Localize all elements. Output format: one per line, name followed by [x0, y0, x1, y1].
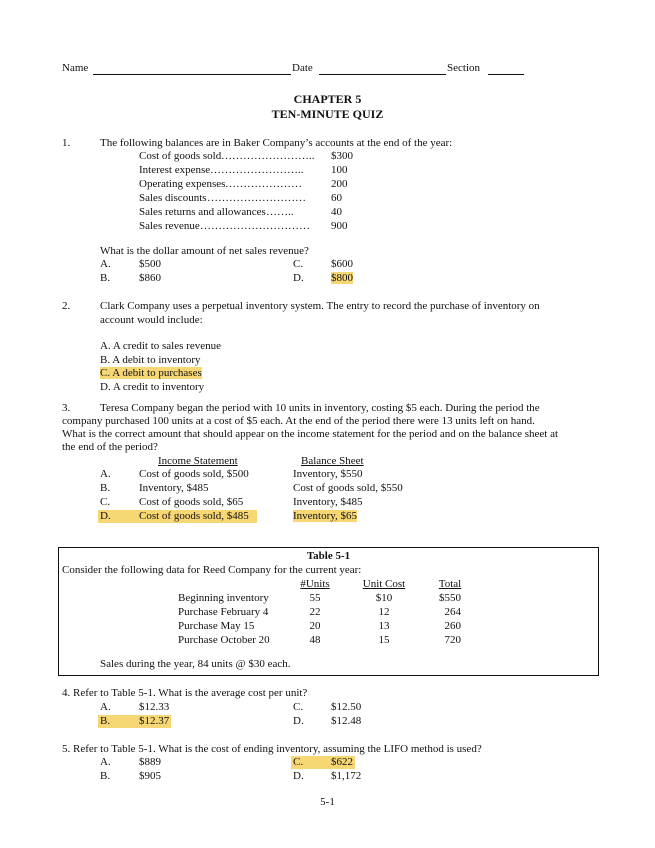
- q1-choice-a-letter: A.: [100, 258, 111, 270]
- q5-text: 5. Refer to Table 5-1. What is the cost of ending inventory, assuming the LIFO method is used?: [62, 743, 482, 755]
- table-row-unit-cost: 12: [378, 606, 390, 618]
- q2-choice-b[interactable]: B. A debit to inventory: [100, 354, 201, 366]
- page-number: 5-1: [320, 796, 335, 808]
- q3-choice-a-balance[interactable]: Inventory, $550: [293, 468, 363, 480]
- q3-choice-d-income[interactable]: Cost of goods sold, $485: [139, 510, 249, 522]
- q1-choice-d-letter: D.: [293, 272, 304, 284]
- q1-text: The following balances are in Baker Company’s accounts at the end of the year:: [100, 137, 453, 149]
- q1-balance-value: 100: [331, 164, 348, 176]
- date-field[interactable]: [319, 74, 446, 75]
- table-header-unit-cost: Unit Cost: [362, 578, 406, 590]
- q1-balance-dots: ……..: [266, 206, 294, 218]
- q1-balance-dots: …………………………: [200, 220, 310, 232]
- q3-choice-d-letter: D.: [100, 510, 111, 522]
- q3-choice-a-income[interactable]: Cost of goods sold, $500: [139, 468, 249, 480]
- q3-choice-c-letter: C.: [100, 496, 111, 508]
- q1-question: What is the dollar amount of net sales revenue?: [100, 245, 309, 257]
- name-label: Name: [62, 62, 89, 74]
- table-row-label: Beginning inventory: [178, 592, 269, 604]
- table-header-units: #Units: [300, 578, 330, 590]
- q1-balance-label: Operating expenses: [139, 178, 226, 190]
- q3-number: 3.: [62, 402, 71, 414]
- table-row-total: 720: [444, 634, 461, 646]
- q1-choice-b-letter: B.: [100, 272, 111, 284]
- q4-choice-b-letter: B.: [100, 715, 111, 727]
- q5-choice-a-letter: A.: [100, 756, 111, 768]
- date-label: Date: [292, 62, 313, 74]
- q4-choice-a-letter: A.: [100, 701, 111, 713]
- q5-choice-a[interactable]: $889: [139, 756, 161, 768]
- q1-balance-label: Sales revenue: [139, 220, 200, 232]
- quiz-title: TEN-MINUTE QUIZ: [271, 107, 384, 121]
- q1-balance-value: $300: [331, 150, 353, 162]
- q1-choice-b[interactable]: $860: [139, 272, 161, 284]
- q1-balance-dots: ……………………..: [221, 150, 315, 162]
- section-label: Section: [447, 62, 480, 74]
- table-row-units: 22: [309, 606, 321, 618]
- chapter-title: CHAPTER 5: [293, 92, 362, 106]
- table-row-label: Purchase February 4: [178, 606, 269, 618]
- q4-choice-c[interactable]: $12.50: [331, 701, 362, 713]
- table-row-unit-cost: 13: [378, 620, 390, 632]
- q1-balance-value: 200: [331, 178, 348, 190]
- q3-col-balance: Balance Sheet: [301, 455, 364, 467]
- q1-balance-value: 40: [331, 206, 342, 218]
- q4-choice-d-letter: D.: [293, 715, 304, 727]
- q3-line3: What is the correct amount that should appear on the income statement for the period and on the balance sheet at: [62, 428, 559, 440]
- q1-choice-a[interactable]: $500: [139, 258, 161, 270]
- table-row-units: 48: [309, 634, 321, 646]
- q1-balance-dots: ……………………..: [210, 164, 304, 176]
- table-row-total: 264: [444, 606, 461, 618]
- table-row-unit-cost: $10: [375, 592, 393, 604]
- q4-choice-a[interactable]: $12.33: [139, 701, 170, 713]
- q2-text-line2: account would include:: [100, 314, 203, 326]
- q1-choice-c-letter: C.: [293, 258, 304, 270]
- q5-choice-c-letter: C.: [293, 756, 304, 768]
- q3-choice-b-balance[interactable]: Cost of goods sold, $550: [293, 482, 403, 494]
- q3-line2: company purchased 100 units at a cost of $5 each. At the end of the period there were 13 units left on hand.: [62, 415, 535, 427]
- q2-number: 2.: [62, 300, 71, 312]
- q5-choice-b[interactable]: $905: [139, 770, 161, 782]
- table-row-total: $550: [439, 592, 461, 604]
- q1-balance-label: Cost of goods sold: [139, 150, 222, 162]
- q1-balance-dots: …………………: [225, 178, 302, 190]
- table-row-total: 260: [444, 620, 461, 632]
- q2-choice-c[interactable]: C. A debit to purchases: [100, 367, 202, 379]
- q3-choice-b-letter: B.: [100, 482, 111, 494]
- name-field[interactable]: [93, 74, 291, 75]
- q3-choice-b-income[interactable]: Inventory, $485: [139, 482, 209, 494]
- table-title: Table 5-1: [306, 550, 351, 562]
- q2-choice-d[interactable]: D. A credit to inventory: [100, 381, 205, 393]
- q3-choice-d-balance[interactable]: Inventory, $65: [293, 510, 358, 522]
- q3-line4: the end of the period?: [62, 441, 158, 453]
- table-sales-note: Sales during the year, 84 units @ $30 each.: [100, 658, 291, 670]
- table-row-unit-cost: 15: [378, 634, 390, 646]
- q1-balance-label: Sales discounts: [139, 192, 207, 204]
- q5-choice-b-letter: B.: [100, 770, 111, 782]
- q4-choice-d[interactable]: $12.48: [331, 715, 362, 727]
- q1-balance-dots: ………………………: [207, 192, 306, 204]
- q4-choice-c-letter: C.: [293, 701, 304, 713]
- q1-number: 1.: [62, 137, 71, 149]
- q1-balance-label: Sales returns and allowances: [139, 206, 266, 218]
- q1-balance-value: 900: [331, 220, 348, 232]
- q1-balance-label: Interest expense: [139, 164, 211, 176]
- table-header-total: Total: [438, 578, 462, 590]
- q4-text: 4. Refer to Table 5-1. What is the average cost per unit?: [62, 687, 308, 699]
- q1-choice-d[interactable]: $800: [331, 272, 353, 284]
- table-row-label: Purchase October 20: [178, 634, 270, 646]
- table-row-label: Purchase May 15: [178, 620, 255, 632]
- q2-choice-a[interactable]: A. A credit to sales revenue: [100, 340, 221, 352]
- q3-choice-c-balance[interactable]: Inventory, $485: [293, 496, 363, 508]
- q4-choice-b[interactable]: $12.37: [139, 715, 170, 727]
- q1-choice-c[interactable]: $600: [331, 258, 353, 270]
- q5-choice-c[interactable]: $622: [331, 756, 353, 768]
- q3-choice-a-letter: A.: [100, 468, 111, 480]
- q2-text-line1: Clark Company uses a perpetual inventory system. The entry to record the purchase of inventory on: [100, 300, 540, 312]
- table-row-units: 20: [309, 620, 321, 632]
- q3-col-income: Income Statement: [158, 455, 238, 467]
- table-row-units: 55: [309, 592, 321, 604]
- q3-choice-c-income[interactable]: Cost of goods sold, $65: [139, 496, 244, 508]
- q5-choice-d-letter: D.: [293, 770, 304, 782]
- q3-line1: Teresa Company began the period with 10 units in inventory, costing $5 each. During the period the: [100, 402, 540, 414]
- table-intro: Consider the following data for Reed Company for the current year:: [62, 564, 362, 576]
- q5-choice-d[interactable]: $1,172: [331, 770, 362, 782]
- q1-balance-value: 60: [331, 192, 342, 204]
- section-field[interactable]: [488, 74, 524, 75]
